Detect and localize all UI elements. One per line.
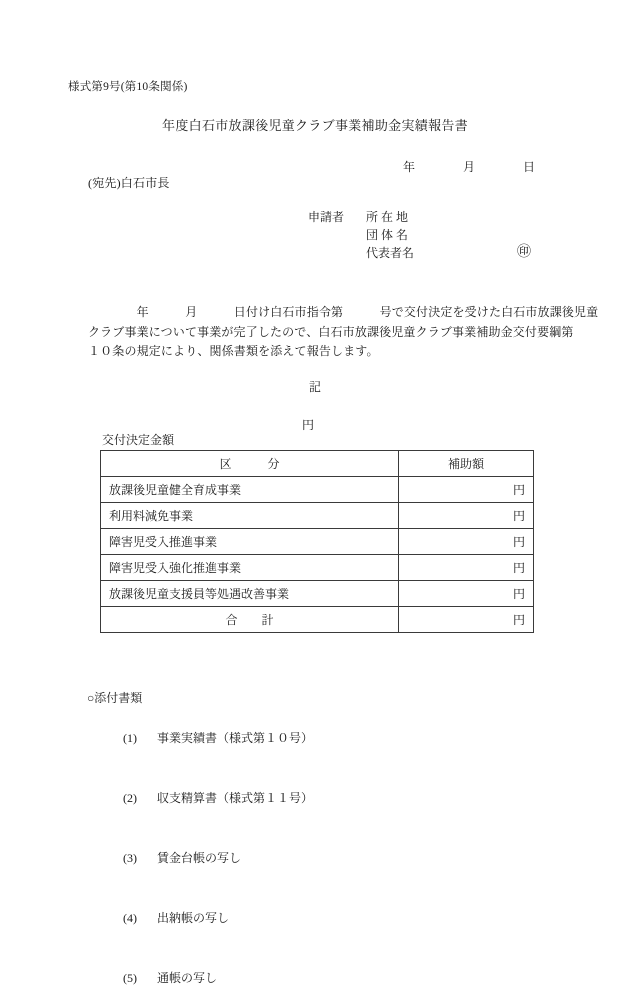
grant-amount-label: 交付決定金額: [102, 433, 175, 447]
table-row: [101, 581, 534, 607]
table-cell-category: 放課後児童支援員等処遇改善事業: [101, 581, 399, 607]
table-header-row: [101, 451, 534, 477]
table-cell-total-label: 合 計: [101, 607, 399, 633]
list-item-number: (5): [123, 971, 137, 985]
list-item: [87, 768, 313, 828]
grant-amount-unit: 円: [302, 418, 315, 432]
applicant-row: [308, 244, 426, 262]
table-cell-amount[interactable]: 円: [398, 529, 533, 555]
list-item-number: (1): [123, 731, 137, 745]
page-title: 年度白石市放課後児童クラブ事業補助金実績報告書: [162, 118, 468, 133]
table-total-row: [101, 607, 534, 633]
form-number: 様式第9号(第10条関係): [68, 81, 188, 93]
applicant-row: [308, 226, 426, 244]
list-item: [87, 888, 313, 948]
table-cell-amount[interactable]: 円: [398, 503, 533, 529]
applicant-block: [308, 208, 531, 262]
seal-icon: ㊞: [517, 245, 531, 260]
list-item-label: 出納帳の写し: [157, 911, 230, 925]
attachments-heading: ○添付書類: [87, 691, 143, 705]
date-line: 年 月 日: [402, 160, 535, 174]
list-item-label: 通帳の写し: [157, 971, 218, 985]
list-item-label: 収支精算書（様式第１１号）: [157, 791, 314, 805]
list-item: [87, 828, 313, 888]
list-item: [87, 948, 313, 1008]
applicant-field-organization-label: 団 体 名: [366, 228, 409, 242]
applicant-label: 申請者: [308, 210, 345, 224]
table-row: [101, 555, 534, 581]
table-row: [101, 477, 534, 503]
body-paragraph-line: １０条の規定により、関係書類を添えて報告します。: [88, 344, 379, 358]
list-item-number: (2): [123, 791, 137, 805]
table-row: [101, 503, 534, 529]
subsidy-table: [100, 450, 534, 633]
applicant-row: [308, 208, 426, 226]
list-item-number: (4): [123, 911, 137, 925]
table-cell-category: 放課後児童健全育成事業: [101, 477, 399, 503]
list-item-label: 事業実績書（様式第１０号）: [157, 731, 314, 745]
table-cell-amount[interactable]: 円: [398, 477, 533, 503]
body-paragraph: [88, 303, 599, 362]
applicant-field-representative-label: 代表者名: [366, 246, 415, 260]
list-item-label: 賃金台帳の写し: [157, 851, 242, 865]
table-cell-category: 利用料減免事業: [101, 503, 399, 529]
table-cell-amount[interactable]: 円: [398, 555, 533, 581]
table-header-category: 区 分: [101, 451, 399, 477]
table-cell-category: 障害児受入推進事業: [101, 529, 399, 555]
list-item-number: (3): [123, 851, 137, 865]
applicant-field-address-label: 所 在 地: [366, 210, 409, 224]
table-cell-total-amount[interactable]: 円: [398, 607, 533, 633]
list-item: [87, 708, 313, 768]
table-row: [101, 529, 534, 555]
table-cell-amount[interactable]: 円: [398, 581, 533, 607]
table-cell-category: 障害児受入強化推進事業: [101, 555, 399, 581]
table-header-amount: 補助額: [398, 451, 533, 477]
body-paragraph-line: クラブ事業について事業が完了したので、白石市放課後児童クラブ事業補助金交付要綱第: [88, 324, 574, 339]
body-paragraph-line: 年 月 日付け白石市指令第 号で交付決定を受けた白石市放課後児童: [88, 305, 599, 319]
addressee: (宛先)白石市長: [88, 176, 170, 190]
attachments-list: [87, 688, 313, 1008]
ki-mark: 記: [308, 380, 321, 394]
